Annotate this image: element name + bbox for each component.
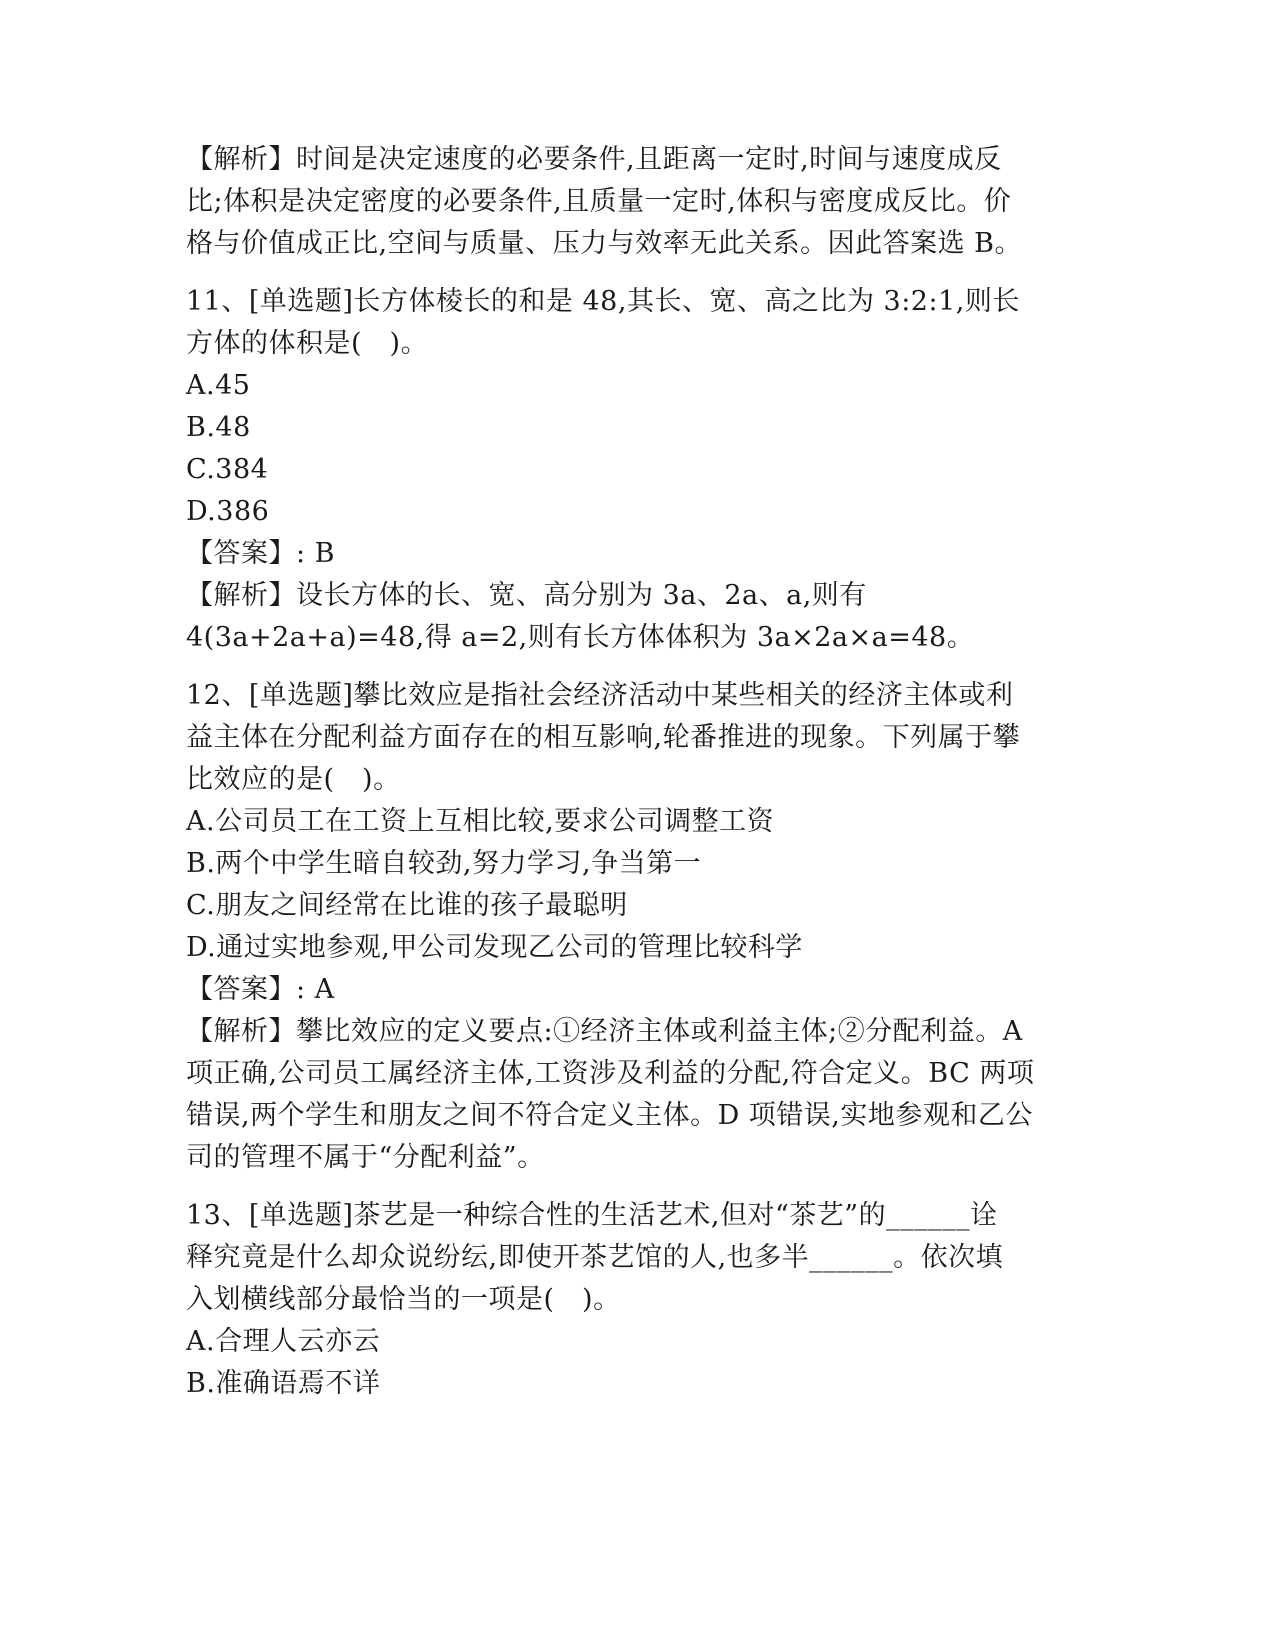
q12-option-b: B.两个中学生暗自较劲,努力学习,争当第一 (186, 848, 702, 879)
q12-option-c: C.朋友之间经常在比谁的孩子最聪明 (186, 890, 628, 921)
q11-stem-line: 11、[单选题]长方体棱长的和是 48,其长、宽、高之比为 3:2:1,则长 (186, 286, 1020, 317)
q13-stem-line: 13、[单选题]茶艺是一种综合性的生活艺术,但对“茶艺”的______诠 (186, 1200, 998, 1231)
q11-answer: 【答案】: B (186, 538, 336, 569)
q11-option-a: A.45 (186, 370, 251, 401)
q11-option-d: D.386 (186, 496, 270, 527)
q12-analysis-line: 错误,两个学生和朋友之间不符合定义主体。D 项错误,实地参观和乙公 (186, 1100, 1033, 1131)
prev-analysis-line: 比;体积是决定密度的必要条件,且质量一定时,体积与密度成反比。价 (186, 186, 1012, 217)
q13-stem-line: 释究竟是什么却众说纷纭,即使开茶艺馆的人,也多半______。依次填 (186, 1242, 1004, 1273)
q12-analysis-line: 【解析】攀比效应的定义要点:①经济主体或利益主体;②分配利益。A (186, 1016, 1023, 1047)
q12-stem-line: 12、[单选题]攀比效应是指社会经济活动中某些相关的经济主体或利 (186, 680, 1014, 711)
q11-analysis-line: 4(3a+2a+a)=48,得 a=2,则有长方体体积为 3a×2a×a=48。 (186, 622, 975, 653)
q12-option-d: D.通过实地参观,甲公司发现乙公司的管理比较科学 (186, 932, 803, 963)
q11-option-c: C.384 (186, 454, 269, 485)
q12-analysis-line: 项正确,公司员工属经济主体,工资涉及利益的分配,符合定义。BC 两项 (186, 1058, 1035, 1089)
q11-analysis-line: 【解析】设长方体的长、宽、高分别为 3a、2a、a,则有 (186, 580, 867, 611)
q12-answer: 【答案】: A (186, 974, 335, 1005)
q12-analysis-line: 司的管理不属于“分配利益”。 (186, 1142, 545, 1173)
q12-option-a: A.公司员工在工资上互相比较,要求公司调整工资 (186, 806, 775, 837)
q12-stem-line: 比效应的是( )。 (186, 764, 401, 795)
q11-option-b: B.48 (186, 412, 251, 443)
q12-stem-line: 益主体在分配利益方面存在的相互影响,轮番推进的现象。下列属于攀 (186, 722, 1021, 753)
prev-analysis-line: 【解析】时间是决定速度的必要条件,且距离一定时,时间与速度成反 (186, 144, 1002, 175)
q13-option-a: A.合理人云亦云 (186, 1326, 381, 1357)
q13-option-b: B.准确语焉不详 (186, 1368, 381, 1399)
q11-stem-line: 方体的体积是( )。 (186, 328, 429, 359)
prev-analysis-line: 格与价值成正比,空间与质量、压力与效率无此关系。因此答案选 B。 (186, 228, 1023, 259)
q13-stem-line: 入划横线部分最恰当的一项是( )。 (186, 1284, 621, 1315)
